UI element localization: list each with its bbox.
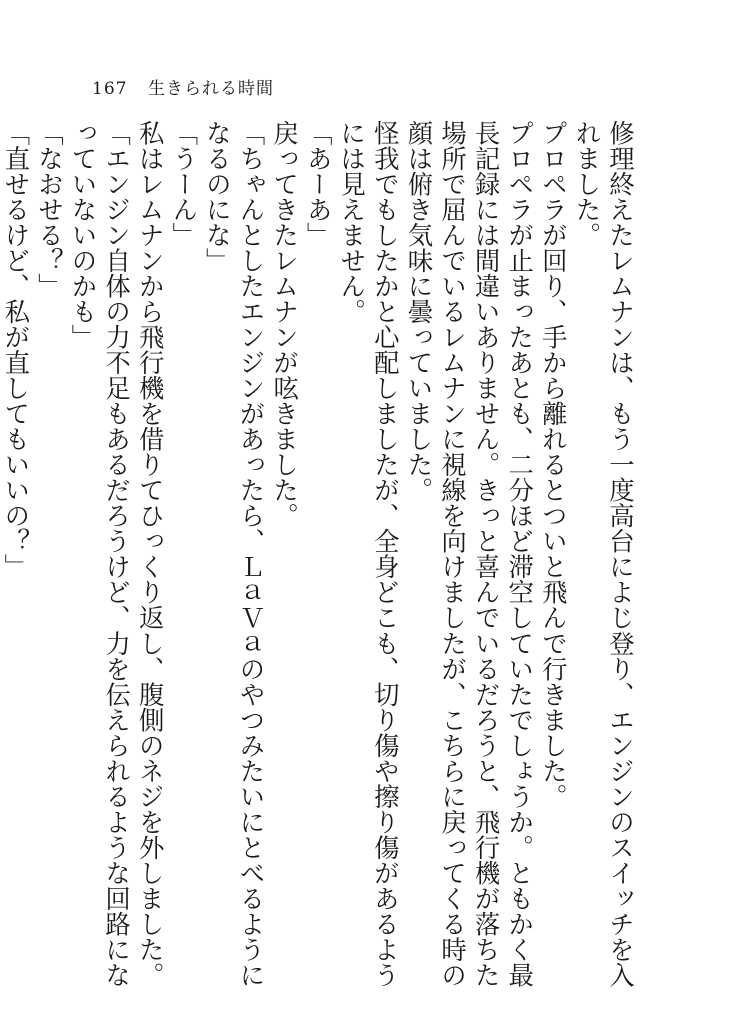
paragraph: プロペラが止まったあとも、二分ほど滞空していたでしょうか。ともかく最長記録には間違いありません。きっと喜んでいるだろうと、飛行機が落ちた場所で屈んでいるレムナンに視線を向けましたが、こちらに戻ってくる時の顔は俯き気味に曇っていました。 (404, 120, 536, 988)
paragraph: 「うーん」 (169, 120, 200, 248)
paragraph: 「エンジン自体の力不足もあるだろうけど、力を伝えられるような回路になっていないのかも」 (68, 120, 133, 988)
paragraph: 「直せるけど、私が直してもいいの？」 (1, 120, 32, 580)
paragraph: 「ちゃんとしたエンジンがあったら、ＬａＶａのやつみたいにとべるようになるのにな」 (202, 120, 267, 988)
paragraph: 私はレムナンから飛行機を借りてひっくり返し、腹側のネジを外しました。 (135, 120, 166, 988)
paragraph: 「なおせる？」 (34, 120, 65, 299)
paragraph: 「あーあ」 (303, 120, 334, 248)
paragraph: 戻ってきたレムナンが呟きました。 (270, 120, 301, 529)
paragraph: 修理終えたレムナンは、もう一度高台によじ登り、エンジンのスイッチを入れました。 (572, 120, 636, 988)
paragraph: プロペラが回り、手から離れるとついと飛んで行きました。 (538, 120, 569, 810)
page-number: 167 (92, 79, 128, 99)
paragraph: 怪我でもしたかと心配しましたが、全身どこも、切り傷や擦り傷があるようには見えません。 (337, 120, 401, 988)
chapter-title: 生きられる時間 (148, 79, 274, 99)
page-header (92, 74, 274, 99)
vertical-body-text (1, 120, 637, 1000)
